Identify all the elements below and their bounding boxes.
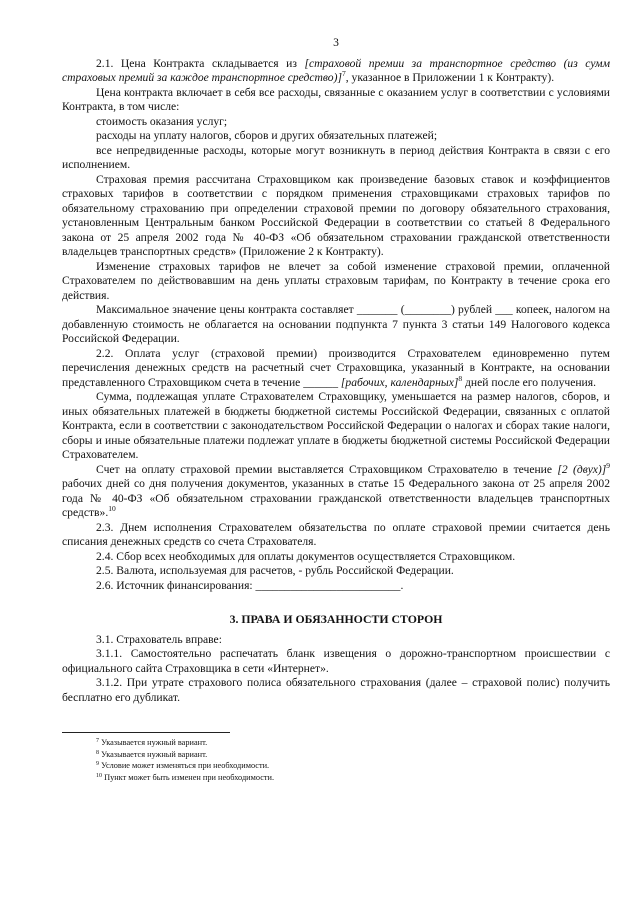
paragraph-2-2 <box>62 347 610 391</box>
footnote <box>62 749 610 761</box>
footnote-ref: 8 <box>458 373 463 383</box>
footnote-ref: 9 <box>606 460 610 470</box>
italic-text: [страховой премии за транспортное средство (из сумм страховых премий за каждое транспортное средство)] <box>62 56 610 84</box>
footnote-text: Условие может изменяться при необходимости. <box>99 761 270 771</box>
text: 2.2. Оплата услуг (страховой премии) производится Страхователем единовременно путем перечисления денежных средств на расчетный счет Страховщика, указанный в Контракте, на основании представленного Страховщиком счета в течение ______ <box>62 346 610 389</box>
paragraph-3-1: 3.1. Страхователь вправе: <box>96 632 222 646</box>
paragraph-2-1 <box>62 57 610 86</box>
paragraph: расходы на уплату налогов, сборов и других обязательных платежей; <box>96 129 438 142</box>
paragraph-3-1-1: 3.1.1. Самостоятельно распечатать бланк извещения о дорожно-транспортном происшествии с официального сайта Страховщика в сети «Интернет». <box>62 647 610 675</box>
footnote-number: 10 <box>96 772 102 779</box>
footnote-ref: 7 <box>341 69 346 78</box>
footnote-number: 8 <box>96 749 99 756</box>
text: , указанное в Приложении 1 к Контракту). <box>345 71 555 84</box>
footnote-divider <box>62 732 230 733</box>
paragraph: Максимальное значение цены контракта составляет _______ (________) рублей ___ копеек, налогом на добавленную стоимость не облагается на основании подпункта 7 пункта 3 статьи 149 Налогового кодекса Российской Федерации. <box>62 303 610 345</box>
footnote <box>62 772 610 784</box>
footnote <box>62 737 610 749</box>
paragraph: стоимость оказания услуг; <box>96 114 228 128</box>
footnote-text: Указывается нужный вариант. <box>99 738 208 747</box>
text: рабочих дней со дня получения документов, указанных в статье 15 Федерального закона от 25 апреля 2002 года № 40-ФЗ «Об обязательном страховании гражданской ответственности владельцев транспортных средств». <box>62 477 610 519</box>
paragraph-3-1-2: 3.1.2. При утрате страхового полиса обязательного страхования (далее – страховой полис) получить бесплатно его дубликат. <box>62 676 610 704</box>
italic-text: [рабочих, календарных] <box>340 375 459 389</box>
text: 2.1. Цена Контракта складывается из <box>96 56 305 70</box>
paragraph: Изменение страховых тарифов не влечет за собой изменение страховой премии, оплаченной Страхователем по действовавшим на день уплаты страховым тарифам, по Контракту в течение срока его действия. <box>62 259 610 302</box>
paragraph-2-6: 2.6. Источник финансирования: _________________________. <box>96 578 404 592</box>
footnote-text: Пункт может быть изменен при необходимости. <box>102 772 275 782</box>
footnote <box>62 760 610 772</box>
paragraph: все непредвиденные расходы, которые могут возникнуть в период действия Контракта в связи с его исполнением. <box>62 143 610 171</box>
paragraph-2-3: 2.3. Днем исполнения Страхователем обязательства по оплате страховой премии считается день списания денежных средств со счета Страхователя. <box>62 520 610 548</box>
italic-text: [2 (двух)] <box>557 462 607 476</box>
footnote-number: 7 <box>96 738 99 744</box>
footnote-ref: 10 <box>108 504 116 513</box>
section-heading: 3. ПРАВА И ОБЯЗАННОСТИ СТОРОН <box>229 612 443 626</box>
paragraph: Сумма, подлежащая уплате Страхователем Страховщику, уменьшается на размер налогов, сборов, и иных обязательных платежей в бюджеты бюджетной системы Российской Федерации, связанных с оплатой Контракта, если в соответствии с законодательством Российской Федерации о налогах и сборах такие налоги, сборы и иные обязательные платежи подлежат уплате в бюджеты бюджетной системы Российской Федерации Страхователем. <box>62 390 610 461</box>
text: Счет на оплату страховой премии выставляется Страховщиком Страхователю в течение <box>96 462 558 476</box>
text: дней после его получения. <box>462 375 596 389</box>
paragraph <box>62 460 610 521</box>
document-page <box>62 36 610 783</box>
footnote-text: Указывается нужный вариант. <box>99 749 208 759</box>
footnote-number: 9 <box>96 761 99 768</box>
page-number: 3 <box>333 36 339 49</box>
paragraph: Цена контракта включает в себя все расходы, связанные с оказанием услуг в соответствии с условиями Контракта, в том числе: <box>62 85 610 113</box>
paragraph: Страховая премия рассчитана Страховщиком как произведение базовых ставок и коэффициентов страховых тарифов в соответствии с порядком применения страховщиками страховых тарифов по обязательному страхованию при определении страховой премии по договору обязательного страхования, установленным Центральным банком Российской Федерации в соответствии со статьей 8 Федерального закона от 25 апреля 2002 года № 40-ФЗ «Об обязательном страховании гражданской ответственности владельцев транспортных средств» (Приложение 2 к Контракту). <box>62 172 610 258</box>
paragraph-2-5: 2.5. Валюта, используемая для расчетов, - рубль Российской Федерации. <box>96 564 454 577</box>
paragraph-2-4: 2.4. Сбор всех необходимых для оплаты документов осуществляется Страховщиком. <box>96 549 516 563</box>
